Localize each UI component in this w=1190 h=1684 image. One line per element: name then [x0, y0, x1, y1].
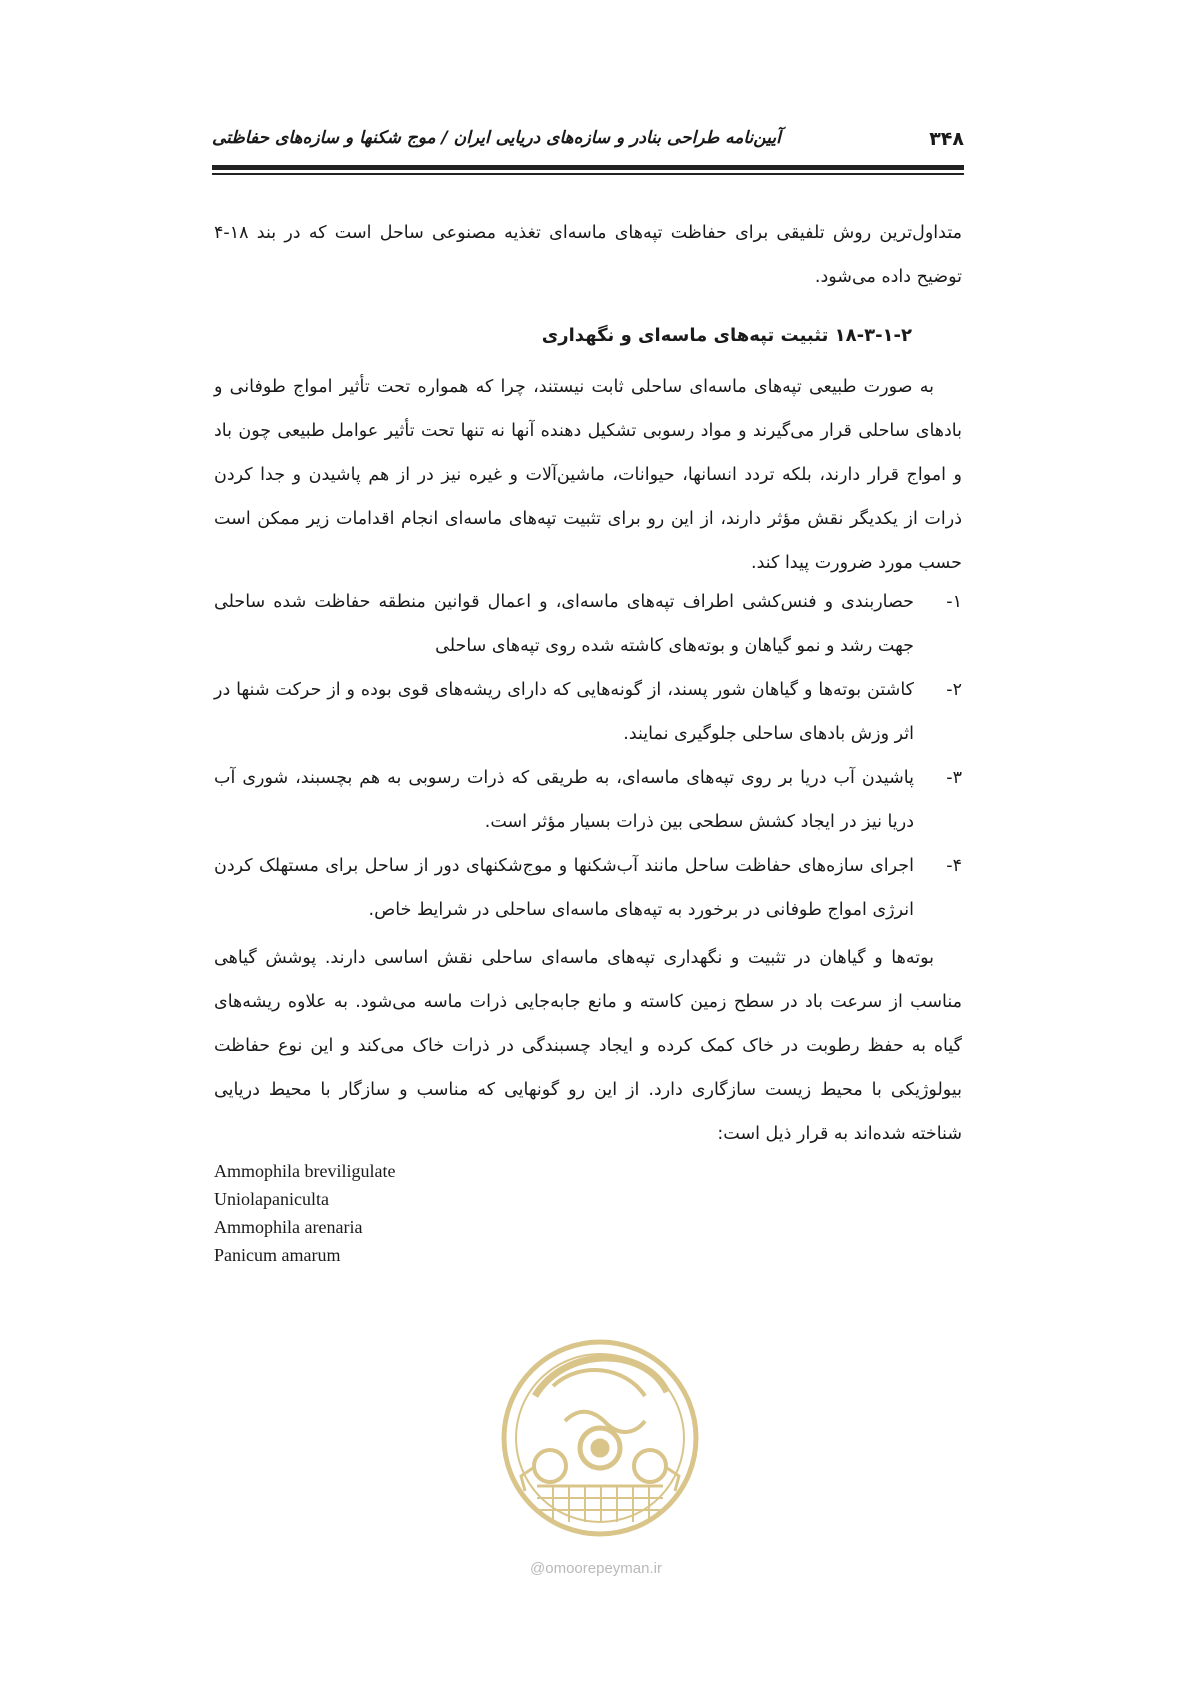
species-item: Ammophila arenaria	[214, 1217, 363, 1237]
list-item-number: ۲-	[946, 680, 962, 700]
list-item	[214, 668, 962, 756]
list-item-text: حصاربندی و فنس‌کشی اطراف تپه‌های ماسه‌ای، و اعمال قوانین منطقه حفاظت شده ساحلی جهت رشد و نمو گیاهان و بوته‌های کاشته شده روی تپه‌های ساحلی	[214, 592, 914, 656]
header-rule-thick	[212, 165, 964, 170]
running-title: آیین‌نامه طراحی بنادر و سازه‌های دریایی ایران / موج شکنها و سازه‌های حفاظتی	[212, 128, 781, 148]
species-item: Ammophila breviligulate	[214, 1161, 396, 1181]
list-item	[214, 844, 962, 932]
species-list	[214, 1157, 395, 1269]
list-item-number: ۱-	[946, 592, 962, 612]
list-item-number: ۴-	[946, 856, 962, 876]
list-item-text: اجرای سازه‌های حفاظت ساحل مانند آب‌شکنها و موج‌شکنهای دور از ساحل برای مستهلک کردن انرژی امواج طوفانی در برخورد به تپه‌های ماسه‌ای ساحلی در شرایط خاص.	[214, 856, 914, 920]
list-item	[214, 756, 962, 844]
measures-list	[214, 580, 962, 932]
species-item: Panicum amarum	[214, 1245, 341, 1265]
intro-paragraph: متداول‌ترین روش تلفیقی برای حفاظت تپه‌های ماسه‌ای تغذیه مصنوعی ساحل است که در بند ۱۸-۴ توضیح داده می‌شود.	[214, 223, 962, 287]
page-header	[212, 126, 964, 156]
paragraph-1: به صورت طبیعی تپه‌های ماسه‌ای ساحلی ثابت نیستند، چرا که همواره تحت تأثیر امواج طوفانی و بادهای ساحلی قرار می‌گیرند و مواد رسوبی تشکیل دهنده آنها نه تنها تحت تأثیر عوامل طبیعی چون باد و امواج قرار دارند، بلکه تردد انسانها، حیوانات، ماشین‌آلات و غیره نیز در از هم پاشیدن و جدا کردن ذرات از یکدیگر نقش مؤثر دارند، از این رو برای تثبیت تپه‌های ماسه‌ای انجام اقدامات زیر ممکن است حسب مورد ضرورت پیدا کند.	[214, 377, 962, 573]
list-item	[214, 580, 962, 668]
section-heading: ۱۸-۳-۱-۲ تثبیت تپه‌های ماسه‌ای و نگهداری	[541, 325, 912, 346]
list-item-text: پاشیدن آب دریا بر روی تپه‌های ماسه‌ای، به طریقی که ذرات رسوبی به هم بچسبند، شوری آب دریا نیز در ایجاد کشش سطحی بین ذرات بسیار مؤثر است.	[214, 768, 914, 832]
paragraph-2: بوته‌ها و گیاهان در تثبیت و نگهداری تپه‌های ماسه‌ای ساحلی نقش اساسی دارند. پوشش گیاهی مناسب از سرعت باد در سطح زمین کاسته و مانع جابه‌جایی ذرات ماسه می‌شود. به علاوه ریشه‌های گیاه به حفظ رطوبت در خاک کمک کرده و ایجاد چسبندگی در ذرات خاک می‌کند و این نوع حفاظت بیولوژیکی با محیط زیست سازگاری دارد. از این رو گونهایی که مناسب و سازگار با محیط دریایی شناخته شده‌اند به قرار ذیل است:	[214, 948, 962, 1144]
watermark-logo-icon	[495, 1326, 705, 1556]
page-number: ۳۴۸	[929, 128, 964, 150]
list-item-text: کاشتن بوته‌ها و گیاهان شور پسند، از گونه‌هایی که دارای ریشه‌های قوی بوده و از حرکت شنها در اثر وزش بادهای ساحلی جلوگیری نمایند.	[214, 680, 914, 744]
list-item-number: ۳-	[946, 768, 962, 788]
header-rule-thin	[212, 173, 964, 175]
watermark-caption: @omoorepeyman.ir	[530, 1560, 662, 1577]
species-item: Uniolapaniculta	[214, 1189, 329, 1209]
watermark-logo	[495, 1326, 705, 1556]
